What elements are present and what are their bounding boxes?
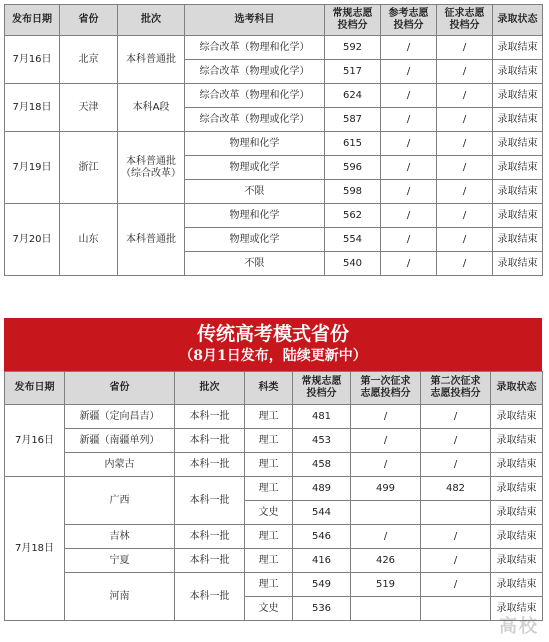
seek1-cell — [351, 501, 421, 525]
type-cell: 文史 — [245, 597, 293, 621]
admission-table-traditional — [4, 371, 543, 621]
type-cell: 理工 — [245, 525, 293, 549]
status-cell: 录取结束 — [493, 204, 543, 228]
batch-cell: 本科普通批 （综合改革） — [118, 132, 185, 204]
seek1-cell — [351, 597, 421, 621]
seek-cell: / — [437, 60, 493, 84]
status-cell: 录取结束 — [493, 252, 543, 276]
subject-cell: 综合改革（物理和化学） — [185, 36, 325, 60]
table-header-row — [5, 5, 543, 36]
subject-cell: 物理或化学 — [185, 228, 325, 252]
header-type: 科类 — [245, 372, 293, 405]
seek-cell: / — [437, 84, 493, 108]
type-cell: 理工 — [245, 429, 293, 453]
ref-cell: / — [381, 108, 437, 132]
seek1-cell: 426 — [351, 549, 421, 573]
header-status: 录取状态 — [491, 372, 543, 405]
status-cell: 录取结束 — [493, 228, 543, 252]
batch-cell: 本科一批 — [175, 477, 245, 525]
type-cell: 理工 — [245, 477, 293, 501]
batch-cell: 本科一批 — [175, 453, 245, 477]
status-cell: 录取结束 — [491, 477, 543, 501]
province-cell: 山东 — [60, 204, 118, 276]
province-cell: 广西 — [65, 477, 175, 525]
status-cell: 录取结束 — [491, 501, 543, 525]
province-cell: 河南 — [65, 573, 175, 621]
table-row — [5, 405, 543, 429]
header-province: 省份 — [65, 372, 175, 405]
ref-cell: / — [381, 36, 437, 60]
batch-cell: 本科一批 — [175, 525, 245, 549]
seek-cell: / — [437, 228, 493, 252]
ref-cell: / — [381, 132, 437, 156]
status-cell: 录取结束 — [491, 429, 543, 453]
batch-cell: 本科一批 — [175, 405, 245, 429]
subject-cell: 综合改革（物理或化学） — [185, 108, 325, 132]
seek2-cell: / — [421, 549, 491, 573]
header-first-seek: 第一次征求 志愿投档分 — [351, 372, 421, 405]
seek-cell: / — [437, 204, 493, 228]
header-status: 录取状态 — [493, 5, 543, 36]
batch-cell: 本科一批 — [175, 429, 245, 453]
status-cell: 录取结束 — [491, 525, 543, 549]
header-batch: 批次 — [175, 372, 245, 405]
status-cell: 录取结束 — [493, 180, 543, 204]
header-score: 常规志愿 投档分 — [325, 5, 381, 36]
header-date: 发布日期 — [5, 5, 60, 36]
type-cell: 理工 — [245, 405, 293, 429]
score-cell: 598 — [325, 180, 381, 204]
seek2-cell: / — [421, 429, 491, 453]
seek-cell: / — [437, 108, 493, 132]
header-second-seek: 第二次征求 志愿投档分 — [421, 372, 491, 405]
type-cell: 理工 — [245, 453, 293, 477]
score-cell: 453 — [293, 429, 351, 453]
status-cell: 录取结束 — [493, 36, 543, 60]
ref-cell: / — [381, 252, 437, 276]
banner-subtitle: （8月1日发布，陆续更新中） — [179, 348, 367, 364]
seek2-cell — [421, 501, 491, 525]
province-cell: 北京 — [60, 36, 118, 84]
header-date: 发布日期 — [5, 372, 65, 405]
subject-cell: 综合改革（物理和化学） — [185, 84, 325, 108]
header-ref-score: 参考志愿 投档分 — [381, 5, 437, 36]
admission-table-reform — [4, 4, 543, 276]
province-cell: 内蒙古 — [65, 453, 175, 477]
type-cell: 理工 — [245, 573, 293, 597]
subject-cell: 物理和化学 — [185, 204, 325, 228]
type-cell: 文史 — [245, 501, 293, 525]
seek1-cell: / — [351, 453, 421, 477]
score-cell: 544 — [293, 501, 351, 525]
seek1-cell: 499 — [351, 477, 421, 501]
subject-cell: 不限 — [185, 180, 325, 204]
traditional-mode-banner — [4, 318, 542, 371]
date-cell: 7月18日 — [5, 477, 65, 621]
status-cell: 录取结束 — [493, 132, 543, 156]
ref-cell: / — [381, 156, 437, 180]
seek2-cell: / — [421, 573, 491, 597]
table-row — [5, 36, 543, 60]
table-row — [5, 453, 543, 477]
date-cell: 7月20日 — [5, 204, 60, 276]
status-cell: 录取结束 — [491, 549, 543, 573]
date-cell: 7月19日 — [5, 132, 60, 204]
score-cell: 540 — [325, 252, 381, 276]
seek1-cell: / — [351, 429, 421, 453]
score-cell: 615 — [325, 132, 381, 156]
table-row — [5, 549, 543, 573]
seek-cell: / — [437, 156, 493, 180]
seek-cell: / — [437, 252, 493, 276]
type-cell: 理工 — [245, 549, 293, 573]
seek1-cell: / — [351, 525, 421, 549]
score-cell: 587 — [325, 108, 381, 132]
batch-cell: 本科普通批 — [118, 204, 185, 276]
table-row — [5, 573, 543, 597]
score-cell: 562 — [325, 204, 381, 228]
batch-cell: 本科一批 — [175, 573, 245, 621]
subject-cell: 物理和化学 — [185, 132, 325, 156]
status-cell: 录取结束 — [491, 573, 543, 597]
score-cell: 554 — [325, 228, 381, 252]
header-batch: 批次 — [118, 5, 185, 36]
header-subject: 选考科目 — [185, 5, 325, 36]
status-cell: 录取结束 — [493, 60, 543, 84]
ref-cell: / — [381, 228, 437, 252]
header-seek-score: 征求志愿 投档分 — [437, 5, 493, 36]
header-score: 常规志愿 投档分 — [293, 372, 351, 405]
ref-cell: / — [381, 84, 437, 108]
table-row — [5, 84, 543, 108]
province-cell: 天津 — [60, 84, 118, 132]
score-cell: 549 — [293, 573, 351, 597]
seek-cell: / — [437, 180, 493, 204]
table-row — [5, 477, 543, 501]
table-row — [5, 204, 543, 228]
subject-cell: 综合改革（物理或化学） — [185, 60, 325, 84]
score-cell: 624 — [325, 84, 381, 108]
seek1-cell: / — [351, 405, 421, 429]
score-cell: 546 — [293, 525, 351, 549]
score-cell: 592 — [325, 36, 381, 60]
seek2-cell: 482 — [421, 477, 491, 501]
date-cell: 7月16日 — [5, 405, 65, 477]
table-row — [5, 525, 543, 549]
table-header-row — [5, 372, 543, 405]
batch-cell: 本科A段 — [118, 84, 185, 132]
score-cell: 481 — [293, 405, 351, 429]
table-row — [5, 429, 543, 453]
watermark: 高校 — [499, 616, 539, 637]
subject-cell: 不限 — [185, 252, 325, 276]
status-cell: 录取结束 — [493, 84, 543, 108]
seek2-cell — [421, 597, 491, 621]
date-cell: 7月18日 — [5, 84, 60, 132]
ref-cell: / — [381, 60, 437, 84]
status-cell: 录取结束 — [493, 108, 543, 132]
province-cell: 吉林 — [65, 525, 175, 549]
banner-title: 传统高考模式省份 — [196, 323, 349, 345]
ref-cell: / — [381, 180, 437, 204]
seek2-cell: / — [421, 525, 491, 549]
score-cell: 536 — [293, 597, 351, 621]
seek2-cell: / — [421, 453, 491, 477]
table-row — [5, 132, 543, 156]
score-cell: 596 — [325, 156, 381, 180]
province-cell: 宁夏 — [65, 549, 175, 573]
seek2-cell: / — [421, 405, 491, 429]
status-cell: 录取结束 — [491, 405, 543, 429]
batch-cell: 本科普通批 — [118, 36, 185, 84]
score-cell: 458 — [293, 453, 351, 477]
ref-cell: / — [381, 204, 437, 228]
score-cell: 517 — [325, 60, 381, 84]
score-cell: 489 — [293, 477, 351, 501]
date-cell: 7月16日 — [5, 36, 60, 84]
status-cell: 录取结束 — [491, 453, 543, 477]
seek-cell: / — [437, 132, 493, 156]
seek-cell: / — [437, 36, 493, 60]
province-cell: 浙江 — [60, 132, 118, 204]
seek1-cell: 519 — [351, 573, 421, 597]
score-cell: 416 — [293, 549, 351, 573]
batch-cell: 本科一批 — [175, 549, 245, 573]
status-cell: 录取结束 — [491, 597, 543, 621]
status-cell: 录取结束 — [493, 156, 543, 180]
header-province: 省份 — [60, 5, 118, 36]
province-cell: 新疆（南疆单列） — [65, 429, 175, 453]
province-cell: 新疆（定向昌吉） — [65, 405, 175, 429]
subject-cell: 物理或化学 — [185, 156, 325, 180]
